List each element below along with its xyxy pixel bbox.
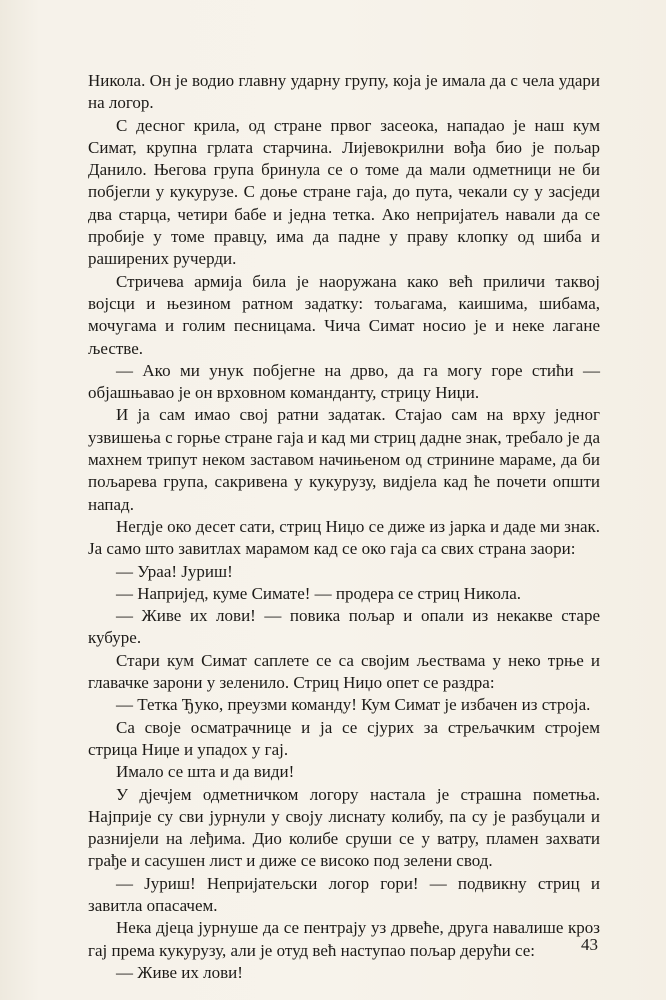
paragraph: У дјечјем одметничком логору настала је страшна пометња. Најприје су сви јурнули у своју лиснату колибу, па су је разбуцали и разнијели на леђима. Дио колибе сруши се у ватру, пламен захвати грађе и сасушен лист и диже се високо под зелени свод. — [88, 784, 600, 871]
paragraph: Са своје осматрачнице и ја се сјурих за стрељачким стројем стрица Ниџе и упадох у гај. — [88, 717, 600, 759]
paragraph: — Напријед, куме Симате! — продера се стриц Никола. — [116, 583, 522, 603]
paragraph: — Тетка Ђуко, преузми команду! Кум Симат је избачен из строја. — [116, 695, 591, 715]
body-text — [88, 70, 600, 984]
paragraph: — Живе их лови! — [116, 962, 243, 982]
page-number: 43 — [581, 935, 598, 954]
paragraph: Стари кум Симат саплете се са својим љествама у неко трње и главачке зарони у зеленило. Стриц Ниџо опет се раздра: — [88, 650, 600, 693]
paragraph: — Ураа! Јуриш! — [116, 561, 233, 581]
paragraph: Негдје око десет сати, стриц Ниџо се диже из јарка и даде ми знак. Ја само што завитлах марамом кад се око гаја са свих страна заори: — [88, 516, 600, 559]
paragraph: Стричева армија била је наоружана како већ приличи таквој војсци и њезином ратном задатку: тољагама, каишима, шибама, мочугама и голим песницама. Чича Симат носио је и неке лагане љестве. — [88, 271, 600, 358]
paragraph: — Живе их лови! — повика пољар и опали из некакве старе кубуре. — [88, 606, 600, 648]
paragraph: И ја сам имао свој ратни задатак. Стајао сам на врху једног узвишења с горње стране гаја и кад ми стриц дадне знак, требало је да махнем трипут неком заставом начињеном од стринине мараме, да би пољарева група, сакривена у кукурузу, видјела кад ће почети општи напад. — [88, 405, 600, 514]
paragraph: — Јуриш! Непријатељски логор гори! — подвикну стриц и завитла опасачем. — [88, 873, 600, 915]
paragraph: Имало се шта и да види! — [116, 762, 295, 782]
paragraph: Нека дјеца јурнуше да се пентрају уз дрвеће, друга навалише кроз гај према кукурузу, али је отуд већ наступао пољар дерући се: — [88, 918, 600, 960]
paragraph: Никола. Он је водио главну ударну групу, која је имала да с чела удари на логор. — [88, 71, 600, 113]
paragraph: — Ако ми унук побјегне на дрво, да га могу горе стићи — објашњавао је он врховном команданту, стрицу Ниџи. — [88, 360, 600, 403]
paragraph: С десног крила, од стране првог засеока, нападао је наш кум Симат, крупна грлата старчина. Лијевокрилни вођа био је пољар Данило. Његова група бринула се о томе да мали одметници не би побјегли у кукурузе. С доње стране гаја, до пута, чекали су у засједи два старца, четири бабе и једна тетка. Ако непријатељ навали да се пробије у томе правцу, има да падне у праву клопку од шиба и раширених ручерди. — [88, 115, 600, 269]
